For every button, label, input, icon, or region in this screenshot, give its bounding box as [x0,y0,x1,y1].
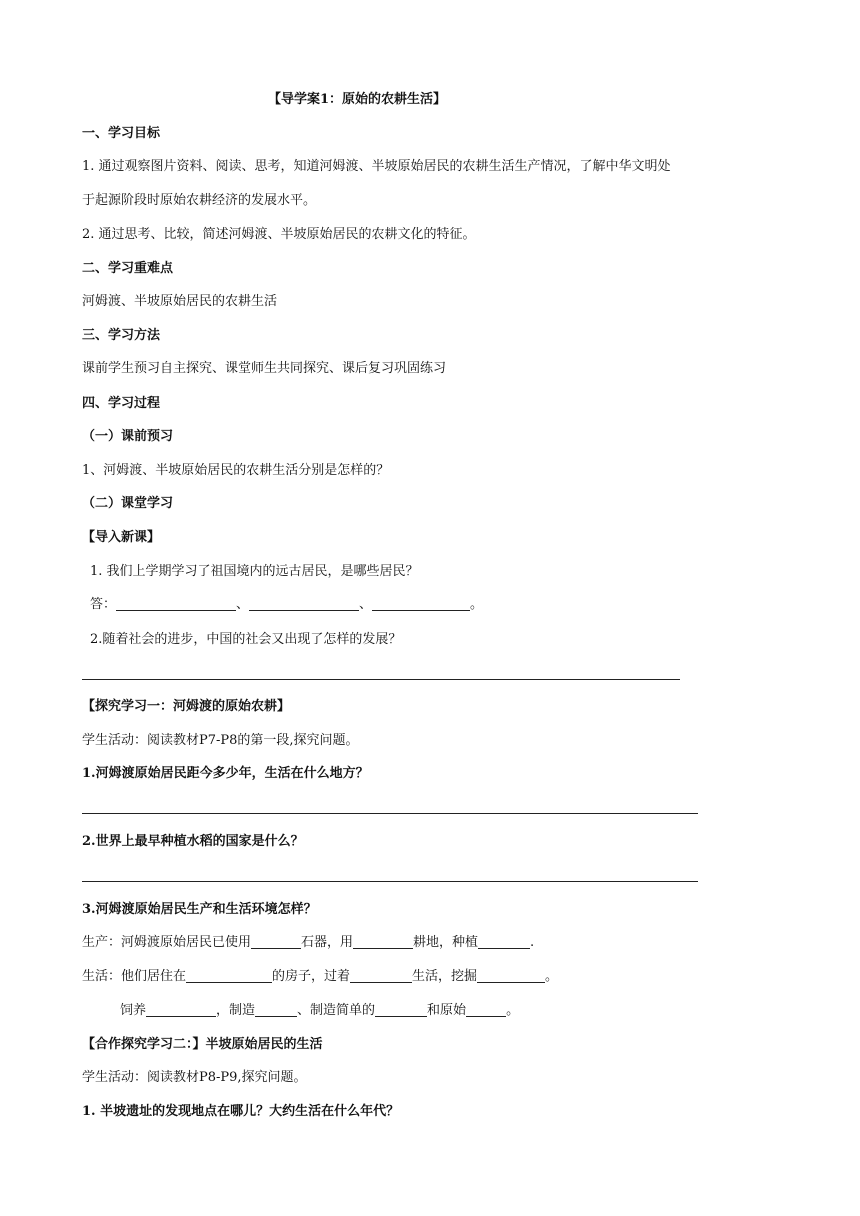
section-heading-goals: 一、学习目标 [82,126,161,141]
answer-blank-1[interactable] [116,596,236,611]
production-text-2: 石器，用 [301,935,354,950]
separator-2: 、 [359,597,373,612]
separator-1: 、 [236,597,250,612]
section-heading-methods: 三、学习方法 [82,328,161,343]
feeding-text-2: ，制造 [216,1003,256,1018]
life-blank-1[interactable] [186,968,272,983]
explore-2-activity: 学生活动：阅读教材P8-P9,探究问题。 [82,1070,307,1085]
feeding-end: 。 [506,1003,520,1018]
feeding-text-1: 饲养 [120,1003,147,1018]
intro-question-2: 2.随着社会的进步，中国的社会又出现了怎样的发展？ [90,632,402,647]
subsection-class-heading: （二）课堂学习 [82,496,174,511]
goal-item-2: 2. 通过思考、比较，简述河姆渡、半坡原始居民的农耕文化的特征。 [82,227,476,242]
answer-end-period: 。 [470,597,484,612]
answer-label: 答： [90,597,117,612]
life-line [82,967,558,987]
feeding-text-4: 和原始 [427,1003,467,1018]
key-points-text: 河姆渡、半坡原始居民的农耕生活 [82,294,278,309]
production-blank-3[interactable] [478,934,530,949]
feeding-text-3: 、制造简单的 [297,1003,376,1018]
answer-blank-2[interactable] [249,596,359,611]
life-text-3: 生活，挖掘 [412,969,478,984]
explore-1-heading: 【探究学习一：河姆渡的原始农耕】 [82,699,291,714]
intro-heading: 【导入新课】 [82,530,161,545]
feeding-blank-1[interactable] [146,1002,216,1017]
life-blank-2[interactable] [350,968,412,983]
production-blank-2[interactable] [353,934,413,949]
document-title: 【导学案1：原始的农耕生活】 [268,92,447,107]
answer-rule-q2[interactable] [82,881,698,882]
explore-1-question-2: 2.世界上最早种植水稻的国家是什么？ [82,834,304,849]
answer-blank-3[interactable] [372,596,470,611]
life-blank-3[interactable] [477,968,545,983]
production-text-3: 耕地，种植 [413,935,479,950]
feeding-blank-3[interactable] [375,1002,427,1017]
production-line [82,933,534,953]
production-text-1: 生产：河姆渡原始居民已使用 [82,935,252,950]
intro-question-1: 1. 我们上学期学习了祖国境内的远古居民，是哪些居民？ [90,564,419,579]
intro-answer-line [90,595,483,615]
goal-item-1-line-2: 于起源阶段时原始农耕经济的发展水平。 [82,193,317,208]
subsection-preview-heading: （一）课前预习 [82,429,174,444]
answer-rule-q1[interactable] [82,813,698,814]
production-blank-1[interactable] [251,934,301,949]
feeding-line [120,1001,519,1021]
goal-item-1-line-1: 1. 通过观察图片资料、阅读、思考，知道河姆渡、半坡原始居民的农耕生活生产情况，了解中华文明处 [82,159,671,174]
section-heading-key-points: 二、学习重难点 [82,261,174,276]
answer-rule-intro[interactable] [82,679,680,680]
life-text-1: 生活：他们居住在 [82,969,187,984]
explore-2-question-1: 1. 半坡遗址的发现地点在哪儿？大约生活在什么年代？ [82,1104,400,1119]
methods-text: 课前学生预习自主探究、课堂师生共同探究、课后复习巩固练习 [82,361,447,376]
feeding-blank-2[interactable] [255,1002,297,1017]
life-text-2: 的房子，过着 [272,969,351,984]
explore-2-heading: 【合作探究学习二：】半坡原始居民的生活 [82,1037,323,1052]
explore-1-question-1: 1.河姆渡原始居民距今多少年，生活在什么地方？ [82,766,369,781]
section-heading-process: 四、学习过程 [82,396,161,411]
production-end: . [530,935,535,950]
explore-1-activity: 学生活动：阅读教材P7-P8的第一段,探究问题。 [82,733,359,748]
explore-1-question-3: 3.河姆渡原始居民生产和生活环境怎样？ [82,902,317,917]
life-end: 。 [545,969,559,984]
preview-question-1: 1、河姆渡、半坡原始居民的农耕生活分别是怎样的？ [82,463,390,478]
feeding-blank-4[interactable] [466,1002,506,1017]
